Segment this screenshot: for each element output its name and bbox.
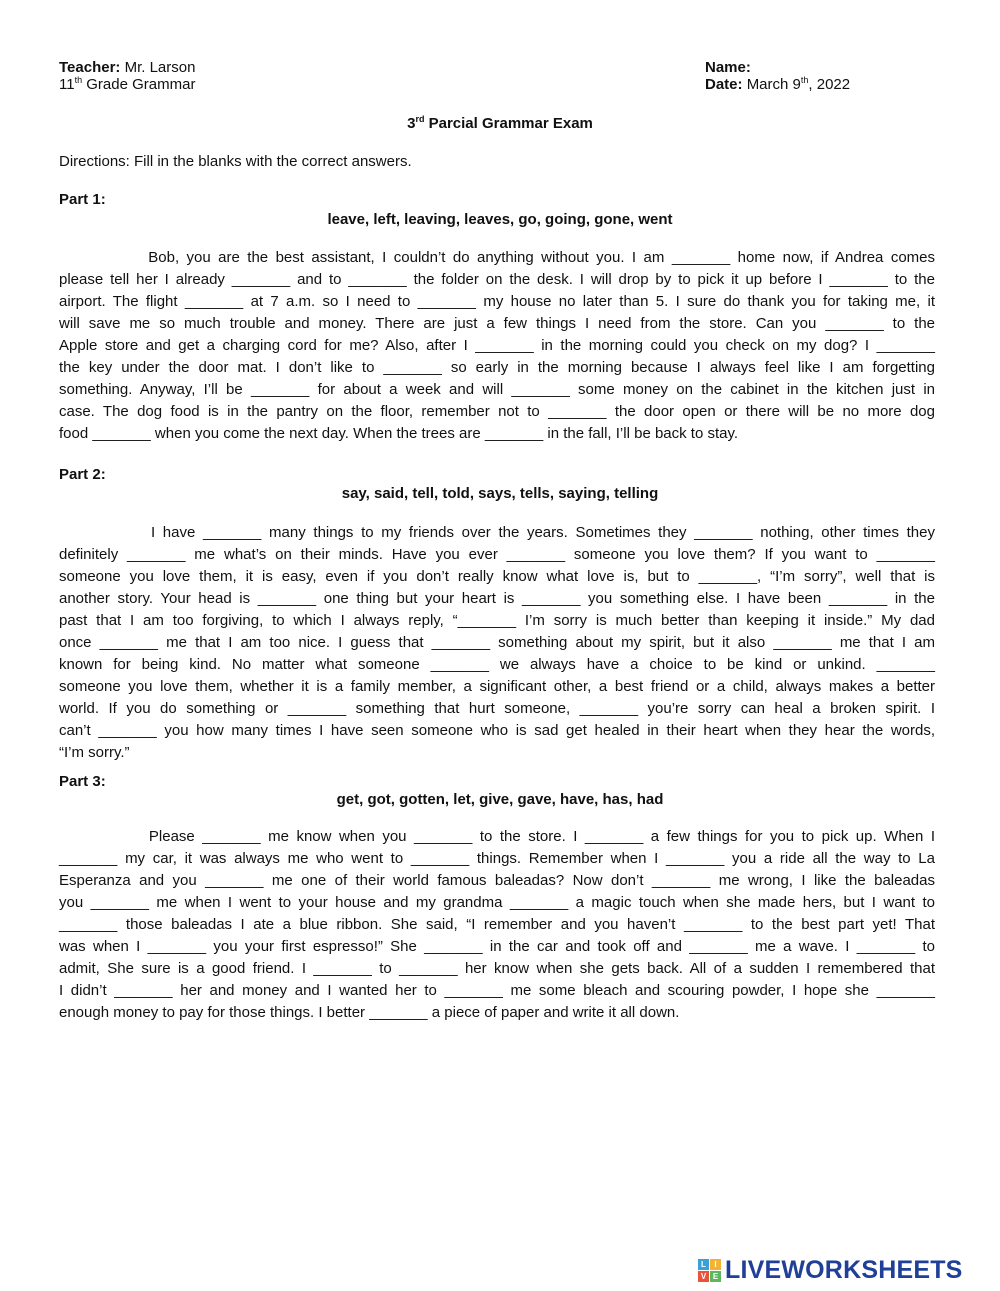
title-number: 3 bbox=[407, 115, 416, 132]
teacher-info bbox=[59, 59, 195, 93]
date-label: Date: bbox=[705, 76, 743, 93]
name-label: Name: bbox=[705, 59, 751, 76]
part-1-word-bank: leave, left, leaving, leaves, go, going, gone, went bbox=[327, 211, 673, 228]
liveworksheets-logo bbox=[698, 1255, 963, 1285]
paragraph-line: definitely _______ me what’s on their minds. Have you ever _______ someone you love them? If you want to _______ bbox=[59, 546, 935, 563]
part-3-paragraph bbox=[59, 826, 935, 1024]
part-3-word-bank: get, got, gotten, let, give, gave, have, has, had bbox=[336, 791, 664, 808]
part-2-paragraph bbox=[59, 522, 935, 764]
part-2-word-bank: say, said, tell, told, says, tells, saying, telling bbox=[341, 485, 659, 502]
paragraph-line: _______ those baleadas I ate a blue ribbon. She said, “I remember and you haven’t _______ to the best part yet! That bbox=[59, 916, 935, 933]
paragraph-line: will save me so much trouble and money. There are just a few things I need from the store. Can you _______ to the bbox=[59, 315, 935, 332]
logo-text: LIVEWORKSHEETS bbox=[725, 1255, 963, 1284]
paragraph-line: Esperanza and you _______ me one of their world famous baleadas? Now don’t _______ me wrong, I like the baleadas bbox=[59, 872, 935, 889]
paragraph-line: airport. The flight _______ at 7 a.m. so I need to _______ my house no later than 5. I sure do thank you for taking me, it bbox=[59, 293, 935, 310]
paragraph-line: world. If you do something or _______ something that hurt someone, _______ you’re sorry can heal a broken spirit. I bbox=[59, 700, 935, 717]
logo-tile: E bbox=[710, 1271, 721, 1282]
paragraph-line: admit, She sure is a good friend. I _______ to _______ her know when she gets back. All of a sudden I remembered that bbox=[59, 960, 935, 977]
paragraph-line: was when I _______ you your first espresso!” She _______ in the car and took off and _______ me a wave. I _______ to bbox=[59, 938, 935, 955]
paragraph-line: Bob, you are the best assistant, I couldn’t do anything without you. I am _______ home now, if Andrea comes bbox=[59, 249, 935, 266]
paragraph-line: enough money to pay for those things. I better _______ a piece of paper and write it all down. bbox=[59, 1004, 680, 1021]
paragraph-line: I have _______ many things to my friends over the years. Sometimes they _______ nothing, other times they bbox=[59, 524, 935, 541]
paragraph-line: Please _______ me know when you _______ to the store. I _______ a few things for you to pick up. When I bbox=[59, 828, 935, 845]
title-text: Parcial Grammar Exam bbox=[428, 115, 593, 132]
paragraph-line: someone you love them, whether it is a family member, a significant other, a best friend or a child, always makes a better bbox=[59, 678, 935, 695]
paragraph-line: something. Anyway, I’ll be _______ for about a week and will _______ some money on the cabinet in the kitchen just in bbox=[59, 381, 935, 398]
paragraph-line: known for being kind. No matter what someone _______ we always have a choice to be kind or unkind. _______ bbox=[59, 656, 935, 673]
student-info bbox=[705, 59, 850, 93]
paragraph-line: someone you love them, it is easy, even if you don’t really know what love is, but to _______, “I’m sorry”, well that is bbox=[59, 568, 935, 585]
paragraph-line: case. The dog food is in the pantry on the floor, remember not to _______ the door open or there will be no more dog bbox=[59, 403, 935, 420]
part-1-label: Part 1: bbox=[59, 191, 106, 208]
paragraph-line: food _______ when you come the next day. When the trees are _______ in the fall, I’ll be back to stay. bbox=[59, 425, 739, 442]
paragraph-line: you _______ me when I went to your house and my grandma _______ a magic touch when she made hers, but I want to bbox=[59, 894, 935, 911]
paragraph-line: past that I am too forgiving, to which I always reply, “_______ I’m sorry is much better than keeping it inside.” My dad bbox=[59, 612, 935, 629]
paragraph-line: once _______ me that I am too nice. I guess that _______ something about my spirit, but it also _______ me that I am bbox=[59, 634, 935, 651]
logo-tile: V bbox=[698, 1271, 709, 1282]
paragraph-line: another story. Your head is _______ one thing but your heart is _______ you something else. I have been _______ in the bbox=[59, 590, 935, 607]
teacher-name: Mr. Larson bbox=[124, 59, 196, 76]
grade-number: 11 bbox=[59, 76, 75, 93]
paragraph-line: Apple store and get a charging cord for me? Also, after I _______ in the morning could you check on my dog? I _______ bbox=[59, 337, 935, 354]
part-1-paragraph bbox=[59, 247, 935, 445]
part-2-label: Part 2: bbox=[59, 466, 106, 483]
paragraph-line: I didn’t _______ her and money and I wanted her to _______ me some bleach and scouring powder, I hope she _______ bbox=[59, 982, 935, 999]
logo-tile: I bbox=[710, 1259, 721, 1270]
teacher-label: Teacher: bbox=[59, 59, 121, 76]
date-year: , 2022 bbox=[808, 76, 851, 93]
paragraph-line: the key under the door mat. I don’t like to _______ so early in the morning because I always feel like I am forgetting bbox=[59, 359, 935, 376]
title-suffix: rd bbox=[415, 114, 425, 124]
directions: Directions: Fill in the blanks with the correct answers. bbox=[59, 153, 412, 170]
logo-tiles-icon bbox=[698, 1259, 721, 1282]
grade-course: Grade Grammar bbox=[86, 76, 196, 93]
date-month-day: March 9 bbox=[746, 76, 801, 93]
paragraph-line: please tell her I already _______ and to _______ the folder on the desk. I will drop by to pick it up before I _______ to the bbox=[59, 271, 935, 288]
paragraph-line: “I’m sorry.” bbox=[59, 744, 130, 761]
paragraph-line: can’t _______ you how many times I have seen someone who is sad get healed in their heart when they hear the words, bbox=[59, 722, 935, 739]
paragraph-line: _______ my car, it was always me who went to _______ things. Remember when I _______ you a ride all the way to La bbox=[59, 850, 935, 867]
logo-tile: L bbox=[698, 1259, 709, 1270]
grade-suffix: th bbox=[74, 75, 83, 85]
exam-title bbox=[0, 115, 1000, 132]
part-3-label: Part 3: bbox=[59, 773, 106, 790]
date-suffix: th bbox=[800, 75, 809, 85]
